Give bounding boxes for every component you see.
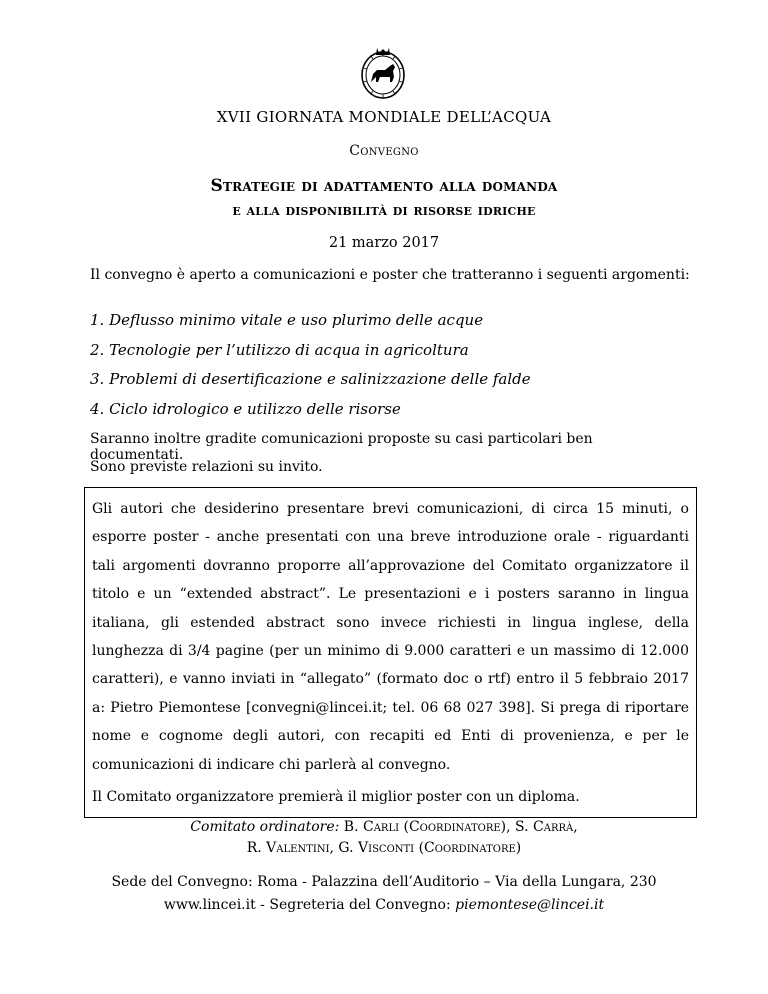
document-type-label: Convegno (349, 143, 419, 159)
page-title: Strategie di adattamento alla domanda (210, 176, 558, 196)
venue-address: Sede del Convegno: Roma - Palazzina dell’Auditorio – Via della Lungara, 230 (111, 874, 657, 890)
submission-instructions: Gli autori che desiderino presentare brevi comunicazioni, di circa 15 minuti, o esporre poster - anche presentati con una breve introduzione orale - riguardanti tali argomenti dovranno proporre all’approvazione del Comitato organizzatore il titolo e un “extended abstract”. Le presentazioni e i posters saranno in lingua italiana, gli estended abstract sono invece richiesti in lingua inglese, della lunghezza di 3/4 pagine (per un minimo di 9.000 caratteri e un massimo di 12.000 caratteri), e vanno inviati in “allegato” (formato doc o rtf) entro il 5 febbraio 2017 a: Pietro Piemontese [convegni@lincei.it; tel. 06 68 027 398]. Si prega di riportare nome e cognome degli autori, con recapiti ed Enti di provenienza, e per le comunicazioni di indicare chi parlerà al convegno. (92, 501, 689, 773)
committee-block (0, 817, 768, 859)
committee-members-line1: B. Carli (Coordinatore), S. Carrà, (343, 819, 578, 835)
topic-item: 2. Tecnologie per l’utilizzo di acqua in agricoltura (90, 340, 469, 359)
invited-note: Sono previste relazioni su invito. (90, 459, 323, 475)
poster-award-note: Il Comitato organizzatore premierà il miglior poster con un diploma. (92, 789, 580, 806)
event-heading: XVII GIORNATA MONDIALE DELL’ACQUA (216, 108, 552, 126)
venue-block (0, 871, 768, 917)
contact-email-link[interactable]: piemontese@lincei.it (455, 897, 605, 913)
topics-list (90, 311, 690, 429)
committee-label: Comitato ordinatore: (190, 819, 340, 835)
committee-members-line2: R. Valentini, G. Visconti (Coordinatore) (246, 840, 522, 856)
topic-item: 3. Problemi di desertificazione e salinizzazione delle falde (90, 370, 531, 388)
intro-paragraph: Il convegno è aperto a comunicazioni e poster che tratteranno i seguenti argomenti: (90, 267, 690, 283)
submission-info-box (84, 487, 697, 818)
academy-seal-icon (357, 44, 409, 100)
extra-note: Saranno inoltre gradite comunicazioni proposte su casi particolari ben documentati. (90, 431, 593, 463)
website-secretariat: www.lincei.it - Segreteria del Convegno: (163, 897, 456, 913)
topic-item: 4. Ciclo idrologico e utilizzo delle risorse (90, 399, 401, 418)
page-subtitle: e alla disponibilità di risorse idriche (232, 200, 536, 219)
topic-item: 1. Deflusso minimo vitale e uso plurimo delle acque (90, 311, 484, 329)
event-date: 21 marzo 2017 (328, 235, 440, 251)
